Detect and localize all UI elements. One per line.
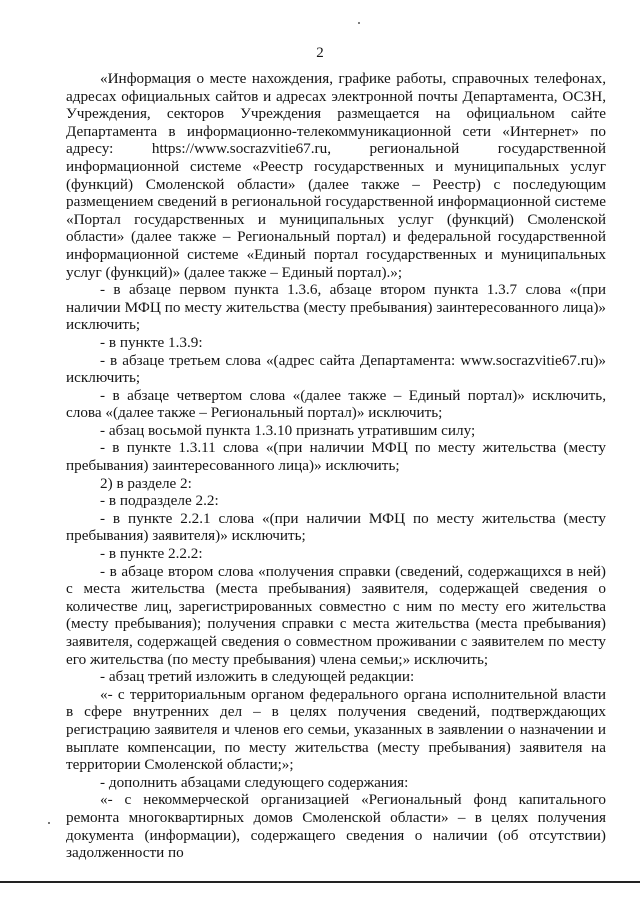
paragraph-item-2-2-2: - в пункте 2.2.2: [100,545,203,563]
paragraph-item-2-2-2-third: - абзац третий изложить в следующей редакции: [100,668,415,686]
paragraph-item-1-3-9-third: - в абзаце третьем слова «(адрес сайта Департамента: www.socrazvitie67.ru)» исключить; [66,351,606,387]
paragraph-item-1-3-11: - в пункте 1.3.11 слова «(при наличии МФЦ по месту жительства (месту пребывания) заинтересованного лица)» исключить; [66,439,606,475]
paragraph-item-1-3-9-fourth: - в абзаце четвертом слова «(далее также – Единый портал)» исключить, слова «(далее также – Региональный портал)» исключить; [66,386,606,422]
page-number: 2 [316,45,324,61]
paragraph-section-2: 2) в разделе 2: [100,474,192,492]
paragraph-item-2-2-1: - в пункте 2.2.1 слова «(при наличии МФЦ по месту жительства (месту пребывания) заявителя)» исключить; [66,509,606,545]
paragraph-subsection-2-2: - в подразделе 2.2: [100,492,219,510]
scan-artifact-dot [358,22,360,24]
paragraph-item-1-3-9: - в пункте 1.3.9: [100,333,203,351]
paragraph-item-2-2-2-second: - в абзаце втором слова «получения справки (сведений, содержащихся в ней) с места жительства (места пребывания) заявителя, содержащей сведения о количестве лиц, зарегистрированных совместно с ним по месту его жительства (месту пребывания); получения справки с места жительства (места пребывания) заявителя, содержащей сведения о совместном проживании с заявителем по месту его жительства (по месту пребывания) члена семьи;» исключить; [66,562,606,668]
paragraph-item-1-3-6: - в абзаце первом пункта 1.3.6, абзаце втором пункта 1.3.7 слова «(при наличии МФЦ по месту жительства (месту пребывания) заинтересованного лица)» исключить; [66,281,606,334]
paragraph-add-paragraphs: - дополнить абзацами следующего содержания: [100,773,409,791]
paragraph-item-1-3-10: - абзац восьмой пункта 1.3.10 признать утратившим силу; [100,421,476,439]
paragraph-new-wording: «- с территориальным органом федерального органа исполнительной власти в сфере внутренних дел – в целях получения сведений, подтверждающих регистрацию заявителя и членов его семьи, указанных в заявлении о назначении и выплате компенсации, по месту жительства (месту пребывания) заявителя на территории Смоленской области;»; [66,685,606,774]
bottom-rule [0,881,640,883]
scan-artifact-margin [48,822,50,824]
paragraph-info-placement: «Информация о месте нахождения, графике работы, справочных телефонах, адресах официальных сайтов и адресах электронной почты Департамента, ОСЗН, Учреждения, секторов Учреждения размещается на официальном сайте Департамента в информационно-телекоммуникационной сети «Интернет» по адресу: https://www.socrazvitie67.ru, региональной государственной информационной системе «Реестр государственных и муниципальных услуг (функций) Смоленской области» (далее также – Реестр) с последующим размещением сведений в региональной государственной информационной системе «Портал государственных и муниципальных услуг (функций) Смоленской области» (далее также – Региональный портал) и федеральной государственной информационной системе «Единый портал государственных и муниципальных услуг (функций)» (далее также – Единый портал).»; [66,70,606,281]
document-body [66,70,606,862]
paragraph-capital-repair-fund: «- с некоммерческой организацией «Региональный фонд капитального ремонта многоквартирных домов Смоленской области» – в целях получения документа (информации), содержащего сведения о наличии (об отсутствии) задолженности по [66,791,606,862]
